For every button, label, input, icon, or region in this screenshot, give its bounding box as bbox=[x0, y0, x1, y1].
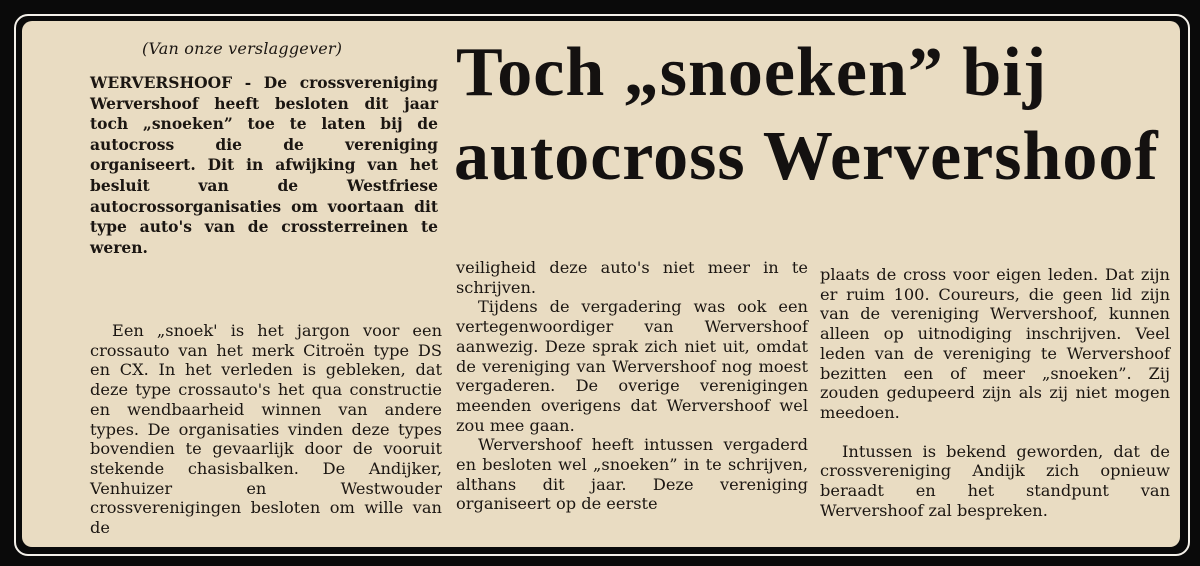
headline-line-1: Toch „snoeken” bij bbox=[456, 34, 1048, 111]
headline bbox=[454, 31, 1180, 199]
headline-line-2: autocross Wervershoof bbox=[454, 118, 1159, 195]
article-column-1 bbox=[90, 321, 442, 538]
column-1-paragraph-1: Een „snoek' is het jargon voor een crossauto van het merk Citroën type DS en CX. In het verleden is gebleken, dat deze type crossauto's het qua constructie en wendbaarheid winnen van andere types. De organisaties vinden deze types bovendien te gevaarlijk door de vooruit stekende chasisbalken. De Andijker, Venhuizer en Westwouder crossverenigingen besloten om wille van de bbox=[90, 321, 442, 538]
byline: (Van onze verslaggever) bbox=[142, 39, 343, 58]
column-2-paragraph-3: Wervershoof heeft intussen vergaderd en besloten wel „snoeken” in te schrijven, althans dit jaar. Deze vereniging organiseert op de eerste bbox=[456, 435, 808, 514]
article-column-2 bbox=[456, 258, 808, 514]
intro-text: - De crossvereniging Wervershoof heeft besloten dit jaar toch „snoeken” toe te laten bij de autocross die de vereniging organiseert. Dit in afwijking van het besluit van de Westfriese autocrossorganisaties om voortaan dit type auto's van de crossterreinen te weren. bbox=[90, 73, 438, 257]
newspaper-clipping bbox=[22, 21, 1180, 547]
article-column-3 bbox=[820, 265, 1170, 520]
column-2-paragraph-1: veiligheid deze auto's niet meer in te schrijven. bbox=[456, 258, 808, 297]
dateline-place: WERVERSHOOF bbox=[90, 73, 233, 92]
intro-paragraph bbox=[90, 73, 438, 258]
column-3-paragraph-2: Intussen is bekend geworden, dat de crossvereniging Andijk zich opnieuw beraadt en het standpunt van Wervershoof zal bespreken. bbox=[820, 441, 1170, 520]
column-3-paragraph-1: plaats de cross voor eigen leden. Dat zijn er ruim 100. Coureurs, die geen lid zijn van de vereniging Wervershoof, kunnen alleen op uitnodiging inschrijven. Veel leden van de vereniging te Wervershoof bezitten een of meer „snoeken”. Zij zouden gedupeerd zijn als zij niet mogen meedoen. bbox=[820, 265, 1170, 422]
photo-frame bbox=[14, 14, 1190, 556]
column-2-paragraph-2: Tijdens de vergadering was ook een vertegenwoordiger van Wervershoof aanwezig. Deze sprak zich niet uit, omdat de vereniging van Wervershoof nog moest vergaderen. De overige verenigingen meenden overigens dat Wervershoof wel zou mee gaan. bbox=[456, 297, 808, 435]
